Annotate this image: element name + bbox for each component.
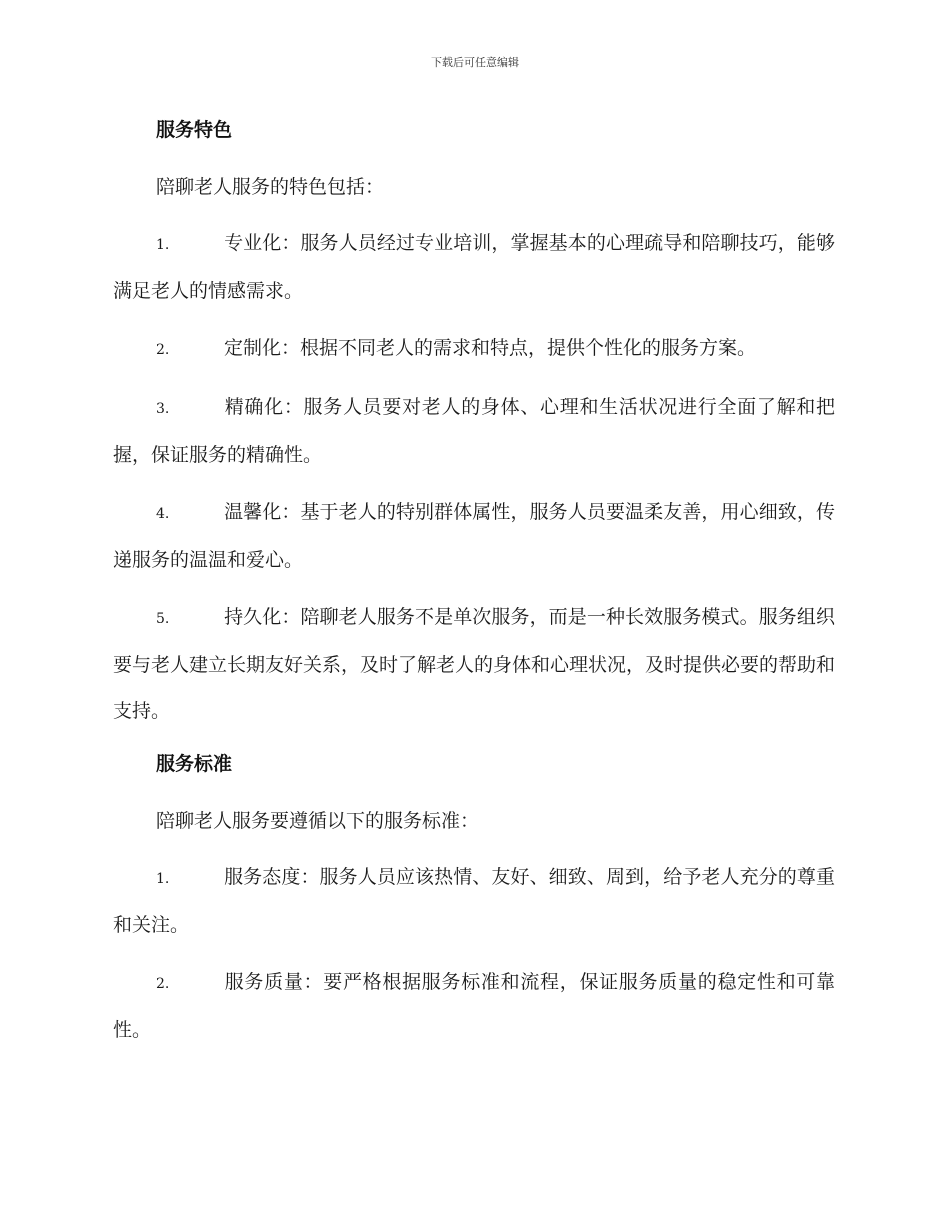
list-item: [113, 325, 835, 373]
list-item: [113, 594, 835, 734]
section-heading: 服务特色: [156, 119, 233, 141]
document-body: [113, 112, 835, 1064]
list-item-text: 服务质量：要严格根据服务标准和流程，保证服务质量的稳定性和可靠性。: [113, 971, 835, 1041]
list-item-text: 精确化：服务人员要对老人的身体、心理和生活状况进行全面了解和把握，保证服务的精确性。: [113, 396, 835, 466]
section-intro: 陪聊老人服务的特色包括：: [156, 176, 385, 198]
list-item: [113, 384, 835, 478]
list-item-number: 2.: [156, 342, 170, 358]
section-standards: [113, 746, 835, 1053]
standards-list: [113, 854, 835, 1053]
list-item: [113, 854, 835, 948]
section-intro: 陪聊老人服务要遵循以下的服务标准：: [156, 810, 480, 832]
section-heading: 服务标准: [156, 753, 233, 775]
list-item-number: 4.: [156, 506, 170, 522]
list-item: [113, 489, 835, 583]
header-note: 下载后可任意编辑: [431, 56, 519, 69]
list-item: [113, 959, 835, 1053]
list-item-text: 持久化：陪聊老人服务不是单次服务，而是一种长效服务模式。服务组织要与老人建立长期友好关系，及时了解老人的身体和心理状况，及时提供必要的帮助和支持。: [113, 606, 836, 722]
list-item: [113, 220, 835, 314]
list-item-number: 5.: [156, 611, 170, 627]
list-item-text: 专业化：服务人员经过专业培训，掌握基本的心理疏导和陪聊技巧，能够满足老人的情感需求。: [113, 232, 835, 302]
list-item-number: 2.: [156, 976, 170, 992]
feature-list: [113, 220, 835, 734]
list-item-text: 温馨化：基于老人的特别群体属性，服务人员要温柔友善，用心细致，传递服务的温温和爱心。: [113, 501, 835, 571]
list-item-text: 定制化：根据不同老人的需求和特点，提供个性化的服务方案。: [224, 337, 757, 359]
list-item-number: 1.: [156, 237, 170, 253]
section-features: [113, 112, 835, 734]
list-item-number: 3.: [156, 401, 170, 417]
list-item-number: 1.: [156, 871, 170, 887]
list-item-text: 服务态度：服务人员应该热情、友好、细致、周到，给予老人充分的尊重和关注。: [113, 866, 835, 936]
